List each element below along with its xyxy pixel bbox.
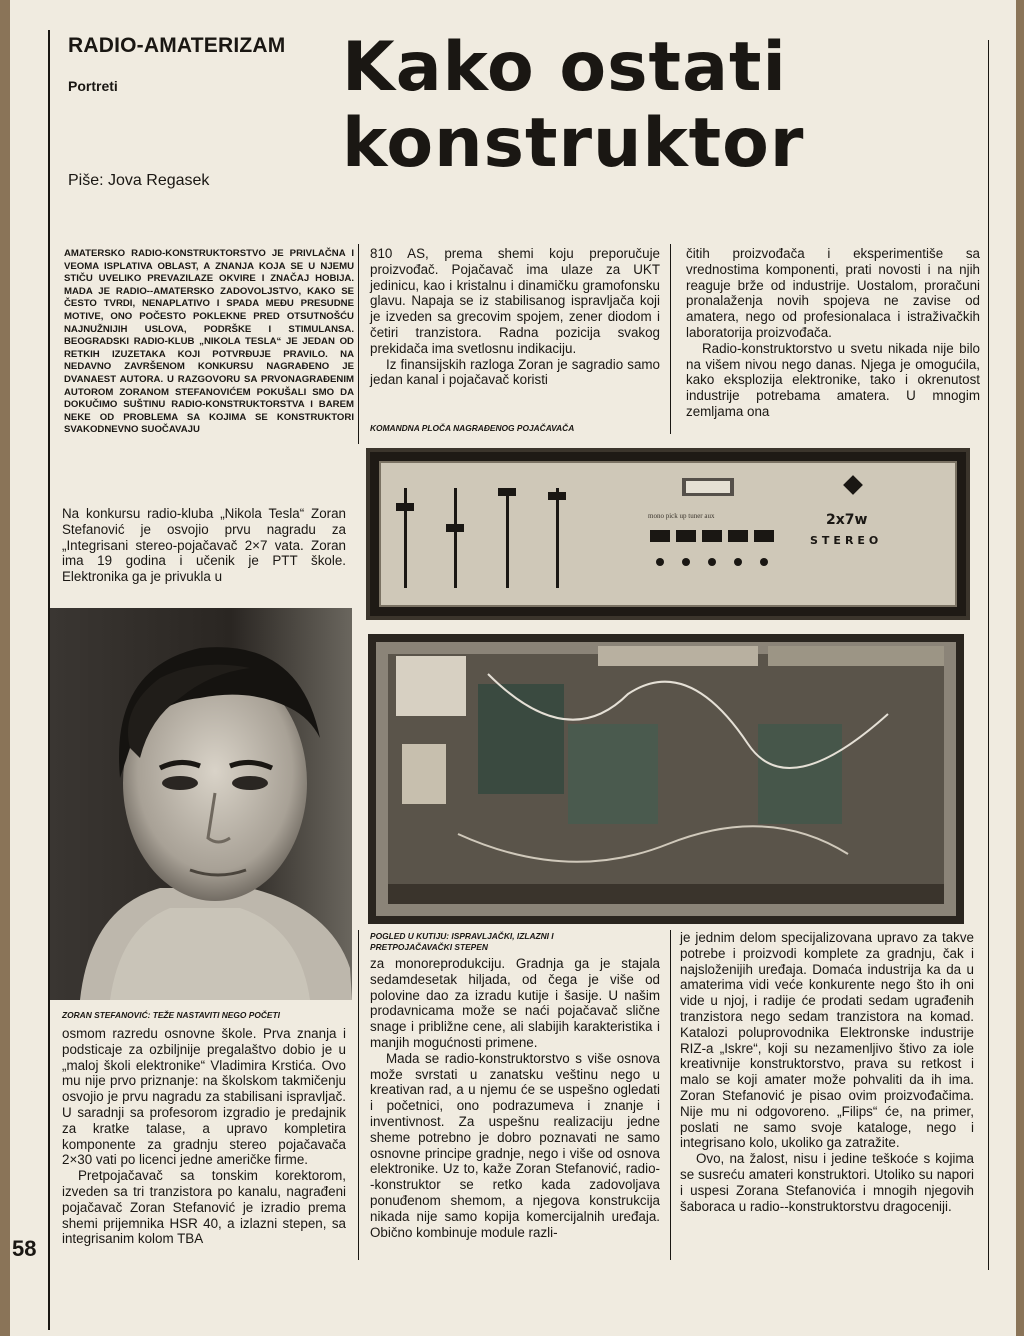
- amplifier-interior-photo: [368, 634, 964, 924]
- col3-paragraph-2: Radio-konstruktorstvo u svetu nikada nije bilo na višem nivou nego danas. Njega je omogućila, kako eksplozija elektronike, tako i okrenutost industrije potrebama amatera. U mnogim zemljama ona: [686, 340, 980, 419]
- power-badge: 2x7w: [826, 512, 868, 528]
- subsection-label: Portreti: [68, 78, 118, 94]
- selector-labels: mono pick up tuner aux: [648, 512, 715, 520]
- amplifier-front-panel-photo: [366, 448, 970, 620]
- column-rule-1: [358, 244, 359, 444]
- page-number: 58: [12, 1236, 37, 1261]
- bottom-mid-body: [370, 956, 660, 1240]
- headline-line-2: konstruktor: [342, 104, 805, 183]
- bottom-mid-paragraph-1: za monoreprodukciju. Gradnja ga je stajala sedamdesetak hiljada, od čega je više od polovine dao za izradu kutije i šasije. U našim prodavnicama može se naći pojačavač slične snage i približne cene, ali slabijih karakteristika i manjih mogućnosti primene.: [370, 956, 660, 1050]
- col1-intro: [62, 506, 346, 585]
- bottom-mid-paragraph-2: Mada se radio-konstruktorstvo s više osnova može svrstati u zanatsku veštinu nego u kreativan rad, a u njemu će se uspešno ogledati i početnici, ono podrazumeva i znanje i inventivnost. Za uspešnu realizaciju jedne sheme potrebno je dobro poznavati ne samo osnovne principe gradnje, nego i više od osnova elektronike. Uz to, kaže Zoran Stefanović, radio--konstruktor se retko kada zadovoljava ponuđenom shemom, a njegova konstrukcija nikada nije samo kopija komercijalnih uređaja. Obično kombinuje module razli-: [370, 1050, 660, 1240]
- col1-paragraph-1: osmom razredu osnovne škole. Prva znanja i podsticaje za ozbiljnije pregalaštvo dobio je u „maloj školi elektronike“ Vladimira Krstića. Ovo mu nije prvo priznanje: na školskom takmičenju osvojio je prvu nagradu za stabilisani ispravljač. U saradnji sa profesorom izgradio je predajnik za kratke talase, a upravo kompletira komponente za gradnju stereo pojačavača 2×30 vati po licenci jedne američke firme.: [62, 1026, 346, 1168]
- col2-body: [370, 246, 660, 388]
- panel-caption: KOMANDNA PLOČA NAGRAĐENOG POJAČAVAČA: [370, 423, 575, 433]
- byline: Piše: Jova Regasek: [68, 172, 210, 189]
- lead-paragraph: AMATERSKO RADIO-KONSTRUKTORSTVO JE PRIVLAČNA I VEOMA ISPLATIVA OBLAST, A ZNANJA KOJA SE U NJEMU STIČU UVELIKO PREVAZILAZE OKVIRE I ZNAČAJ HOBIJA. MADA JE RADIO--AMATERSKO ZADOVOLJSTVO, KAKO SE ČESTO TVRDI, NENAPLATIVO I SPADA MEĐU PRESUDNE MOTIVE, ONO POČESTO POKLEKNE PRED OTSUTNOŠĆU NAJNUŽNIJIH USLOVA, PODRŠKE I STIMULANSA. BEOGRADSKI RADIO-KLUB „NIKOLA TESLA“ JE JEDAN OD RETKIH IZUZETAKA KOJI POTVRĐUJE PRAVILO. NA NEDAVNO ZAVRŠENOM KONKURSU NAGRAĐENO JE DVANAEST AUTORA. U RAZGOVORU SA PRVONAGRAĐENIM AUTOROM ZORANOM STEFANOVIĆEM POKUŠALI SMO DA DOKUČIMO SUŠTINU RADIO-KONSTRUKTORSTVA I BAREM NEKE OD PROBLEMA SA KOJIMA SE KONSTRUKTORI SVAKODNEVNO SUOČAVAJU: [64, 248, 354, 436]
- col1-body: [62, 1026, 346, 1247]
- bottom-right-paragraph-1: je jednim delom specijalizovana upravo za takve potrebe i proizvodi komplete za gradnju, čak i najsloženijih uređaja. Domaća industrija ka da u amaterima vidi veće konkurente nego što ih oni vide u njoj, i radije će prodati sedam ugrađenih tranzistora nego sedam tranzistora na komad. Katalozi poluprovodnika Elektronske industrije RIZ-a „Iskre“, koji su nezamenljivo štivo za iole kreativnije konstruktorstvo, prava su retkost i malo se koji amater može pohvaliti da ih ima. Zoran Stefanović je pisao ovim proizvođačima. Nije mu ni odgovoreno. „Filips“ će, na primer, poslati ne samo svoje kataloge, nego i integrisano kolo, ukoliko ga zatražite.: [680, 930, 974, 1151]
- headline-line-1: Kako ostati: [342, 28, 787, 107]
- section-rubric: RADIO-AMATERIZAM: [68, 34, 286, 57]
- magazine-page: [10, 0, 1016, 1336]
- right-rule: [988, 40, 989, 1270]
- portrait-illustration: [50, 608, 352, 1000]
- col2-paragraph-2: Iz finansijskih razloga Zoran je sagradio samo jedan kanal i pojačavač koristi: [370, 356, 660, 388]
- article-headline: [342, 30, 1002, 182]
- col3-body: [686, 246, 980, 420]
- col2-paragraph-1: 810 AS, prema shemi koju preporučuje proizvođač. Pojačavač ima ulaze za UKT jedinicu, kao i kristalnu i dinamičku gramofonsku glavu. Napaja se iz stabilisanog ispravljača koji je izveden sa grecovim spojem, zener diodom i četiri tranzistora. Radna pozicija svakog prekidača ima svetlosnu indikaciju.: [370, 246, 660, 356]
- col3-paragraph-1: čitih proizvođača i eksperimentiše sa vrednostima komponenti, prati novosti i na njih reaguje brže od industrije. Uostalom, proračuni pronalaženja novih spojeva ne zavise od amatera, nego od profesionalaca i istraživačkih laboratorija proizvođača.: [686, 246, 980, 340]
- bottom-right-paragraph-2: Ovo, na žalost, nisu i jedine teškoće s kojima se susreću amateri konstruktori. Utoliko su napori i uspesi Zorana Stefanovića i mnogih njegovih šaboraca u radio--konstruktorstvu dragoceniji.: [680, 1151, 974, 1214]
- bottom-right-body: [680, 930, 974, 1214]
- stereo-label: STEREO: [810, 534, 883, 547]
- column-rule-bottom-1: [358, 930, 359, 1260]
- column-rule-2: [670, 244, 671, 434]
- front-panel-illustration: [366, 448, 970, 620]
- interior-illustration: [368, 634, 964, 924]
- interior-caption: POGLED U KUTIJU: ISPRAVLJAČKI, IZLAZNI I PRETPOJAČAVAČKI STEPEN: [370, 931, 554, 952]
- col1-paragraph-2: Pretpojačavač sa tonskim korektorom, izveden sa tri tranzistora po kanalu, nagrađeni pojačavač Zoran Stefanović je izradio prema shemi prijemnika HSR 40, a izlazni stepen, sa integrisanim kolom TBA: [62, 1168, 346, 1247]
- selector-buttons: [650, 530, 774, 542]
- col1-intro-text: Na konkursu radio-kluba „Nikola Tesla“ Zoran Stefanović je osvojio prvu nagradu za „Integrisani stereo-pojačavač 2×7 vata. Zoran ima 19 godina i učenik je PTT škole. Elektronika ga je privukla u: [62, 506, 346, 585]
- column-rule-bottom-2: [670, 930, 671, 1260]
- portrait-photo: [50, 608, 352, 1000]
- portrait-caption: ZORAN STEFANOVIĆ: TEŽE NASTAVITI NEGO POČETI: [62, 1010, 280, 1020]
